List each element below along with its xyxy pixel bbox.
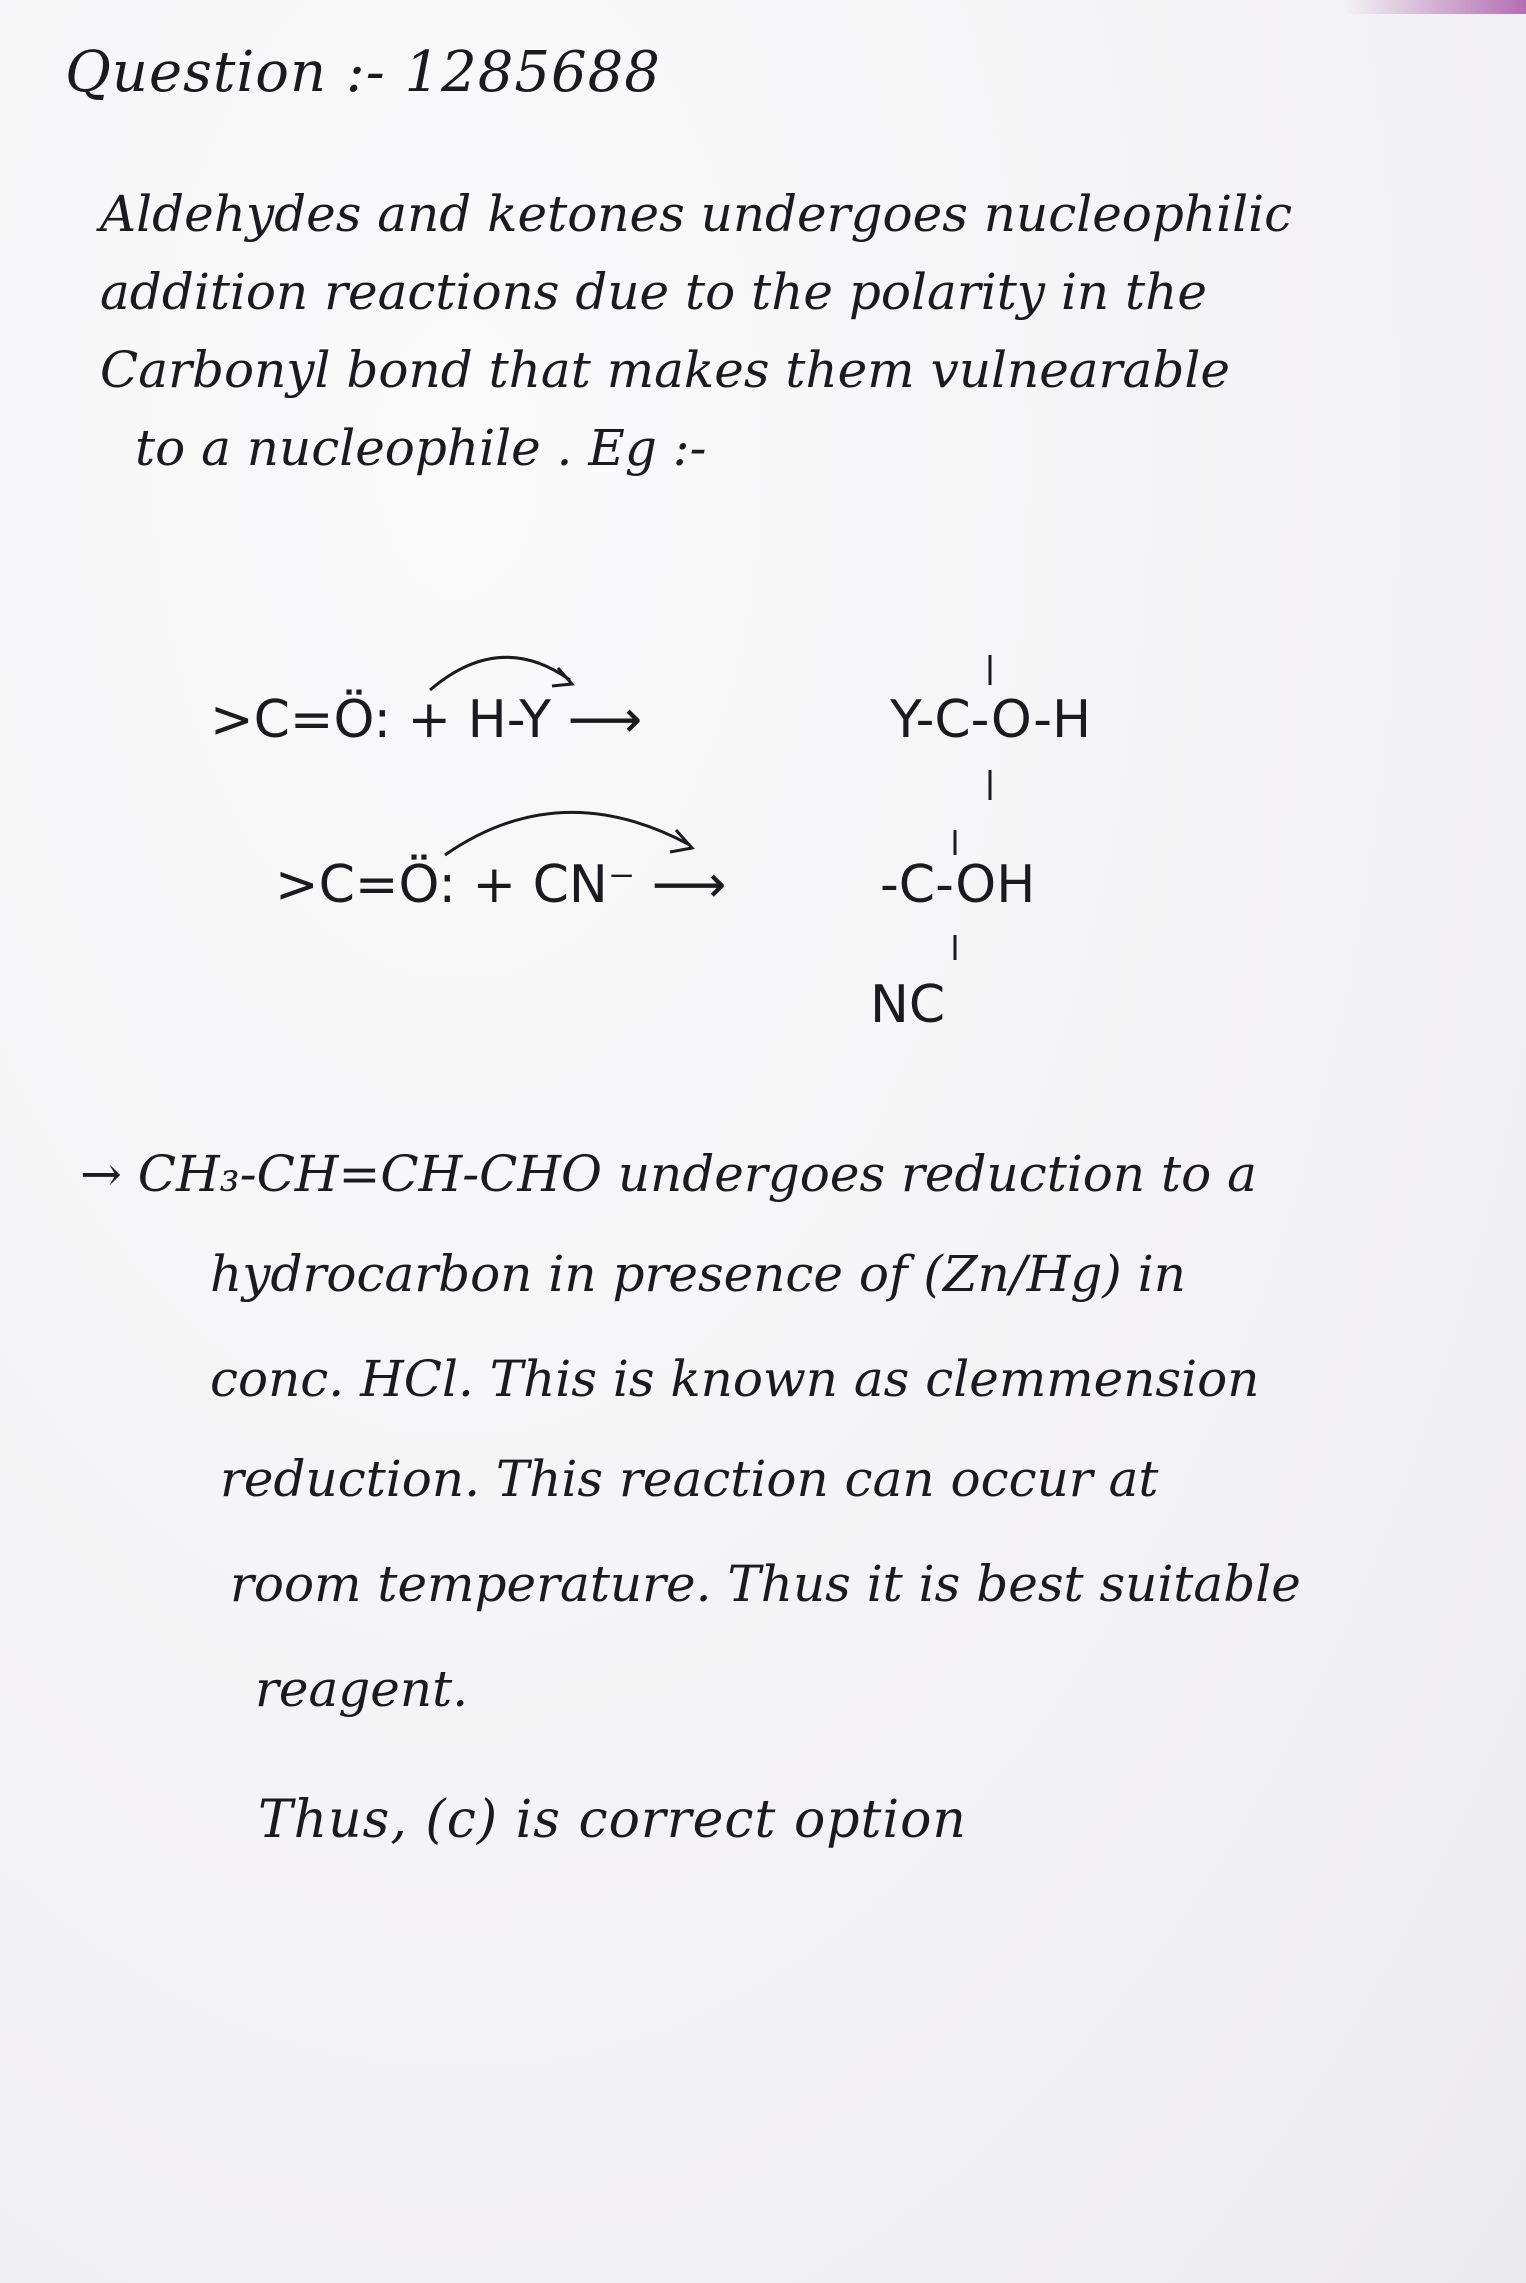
electron-arrow-1-head xyxy=(552,668,572,686)
intro-line: to a nucleophile . Eg :- xyxy=(135,419,707,477)
reaction-1-product: Y-C-O-H xyxy=(890,690,1092,750)
electron-arrow-2-head xyxy=(670,830,692,852)
intro-line: addition reactions due to the polarity in the xyxy=(100,263,1207,321)
explanation-line: hydrocarbon in presence of (Zn/Hg) in xyxy=(210,1245,1186,1303)
explanation-line: reduction. This reaction can occur at xyxy=(220,1450,1159,1508)
intro-line: Aldehydes and ketones undergoes nucleophilic xyxy=(100,185,1293,243)
question-label: Question :- 1285688 xyxy=(65,40,661,105)
explanation-line: → CH₃-CH=CH-CHO undergoes reduction to a xyxy=(80,1145,1257,1203)
intro-line: Carbonyl bond that makes them vulnearable xyxy=(100,341,1230,399)
reaction-2-reactants: >C=Ö: + CN⁻ ⟶ xyxy=(275,855,727,915)
reaction-2-product: -C-OH xyxy=(880,855,1036,915)
intro-paragraph xyxy=(100,175,1430,487)
explanation-line: reagent. xyxy=(255,1660,469,1718)
conclusion-text: Thus, (c) is correct option xyxy=(258,1790,967,1850)
explanation-line: room temperature. Thus it is best suitable xyxy=(230,1555,1301,1613)
page-edge-tint xyxy=(1346,0,1526,14)
electron-arrow-2 xyxy=(445,812,690,855)
electron-arrow-1 xyxy=(430,657,570,690)
reaction-1-reactants: >C=Ö: + H-Y ⟶ xyxy=(210,690,643,750)
explanation-line: conc. HCl. This is known as clemmension xyxy=(210,1350,1260,1408)
reaction-2-substituent: NC xyxy=(870,975,946,1035)
